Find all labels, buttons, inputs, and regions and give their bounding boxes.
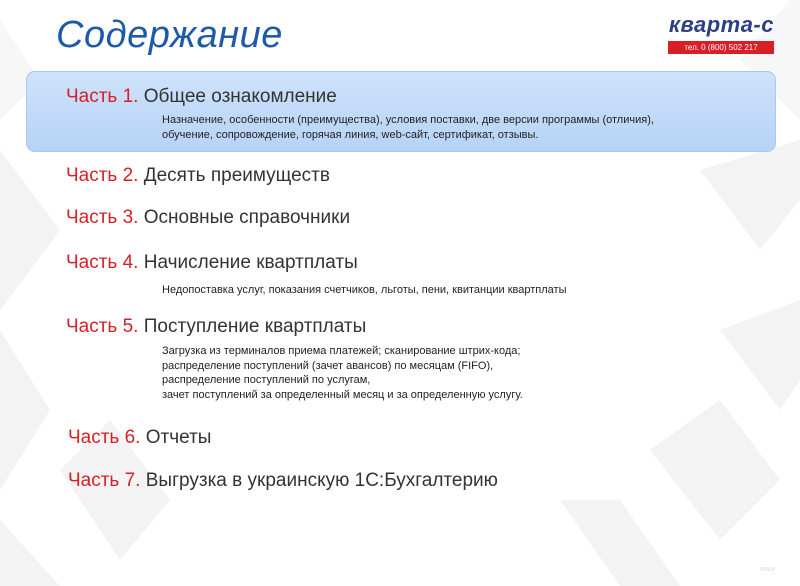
part-1-description (162, 113, 654, 142)
part-4-label: Начисление квартплаты (143, 252, 358, 273)
part-4-heading (66, 252, 358, 274)
part-7-heading (68, 470, 498, 492)
part-6-heading (68, 427, 211, 449)
part-1-label: Общее ознакомление (143, 86, 337, 107)
company-logo (664, 12, 774, 54)
part-5-description-line: Загрузка из терминалов приема платежей; сканирование штрих-кода; (162, 345, 521, 357)
footer-watermark: www (760, 566, 776, 573)
page-title: Содержание (56, 14, 283, 56)
part-4-number: Часть 4. (66, 252, 139, 273)
logo-phone: тел. 0 (800) 502 217 (668, 41, 774, 54)
part-7-number: Часть 7. (68, 470, 141, 491)
part-6-number: Часть 6. (68, 427, 141, 448)
part-3-heading (66, 207, 350, 229)
part-1-heading (66, 86, 337, 108)
part-4-description-line: Недопоставка услуг, показания счетчиков, льготы, пени, квитанции квартплаты (162, 284, 567, 296)
part-6-label: Отчеты (145, 427, 212, 448)
part-2-label: Десять преимуществ (143, 165, 330, 186)
part-5-description-line: зачет поступлений за определенный месяц и за определенную услугу. (162, 388, 523, 401)
part-1-description-line: обучение, сопровождение, горячая линия, web-сайт, сертификат, отзывы. (162, 128, 539, 141)
part-3-label: Основные справочники (143, 207, 351, 228)
logo-text: кварта-с (668, 12, 774, 37)
part-5-description-line: распределение поступлений по услугам, (162, 374, 371, 386)
part-2-number: Часть 2. (66, 165, 139, 186)
part-7-label: Выгрузка в украинскую 1С:Бухгалтерию (145, 470, 498, 491)
part-3-number: Часть 3. (66, 207, 139, 228)
part-5-number: Часть 5. (66, 316, 139, 337)
part-4-description (162, 283, 566, 298)
part-2-heading (66, 165, 330, 187)
part-1-description-line: Назначение, особенности (преимущества), условия поставки, две версии программы (отличия), (162, 114, 654, 126)
part-5-description-line: распределение поступлений (зачет авансов) по месяцам (FIFO), (162, 359, 494, 372)
part-5-label: Поступление квартплаты (143, 316, 367, 337)
part-5-heading (66, 316, 366, 338)
part-5-description (162, 344, 523, 402)
part-1-number: Часть 1. (66, 86, 139, 107)
